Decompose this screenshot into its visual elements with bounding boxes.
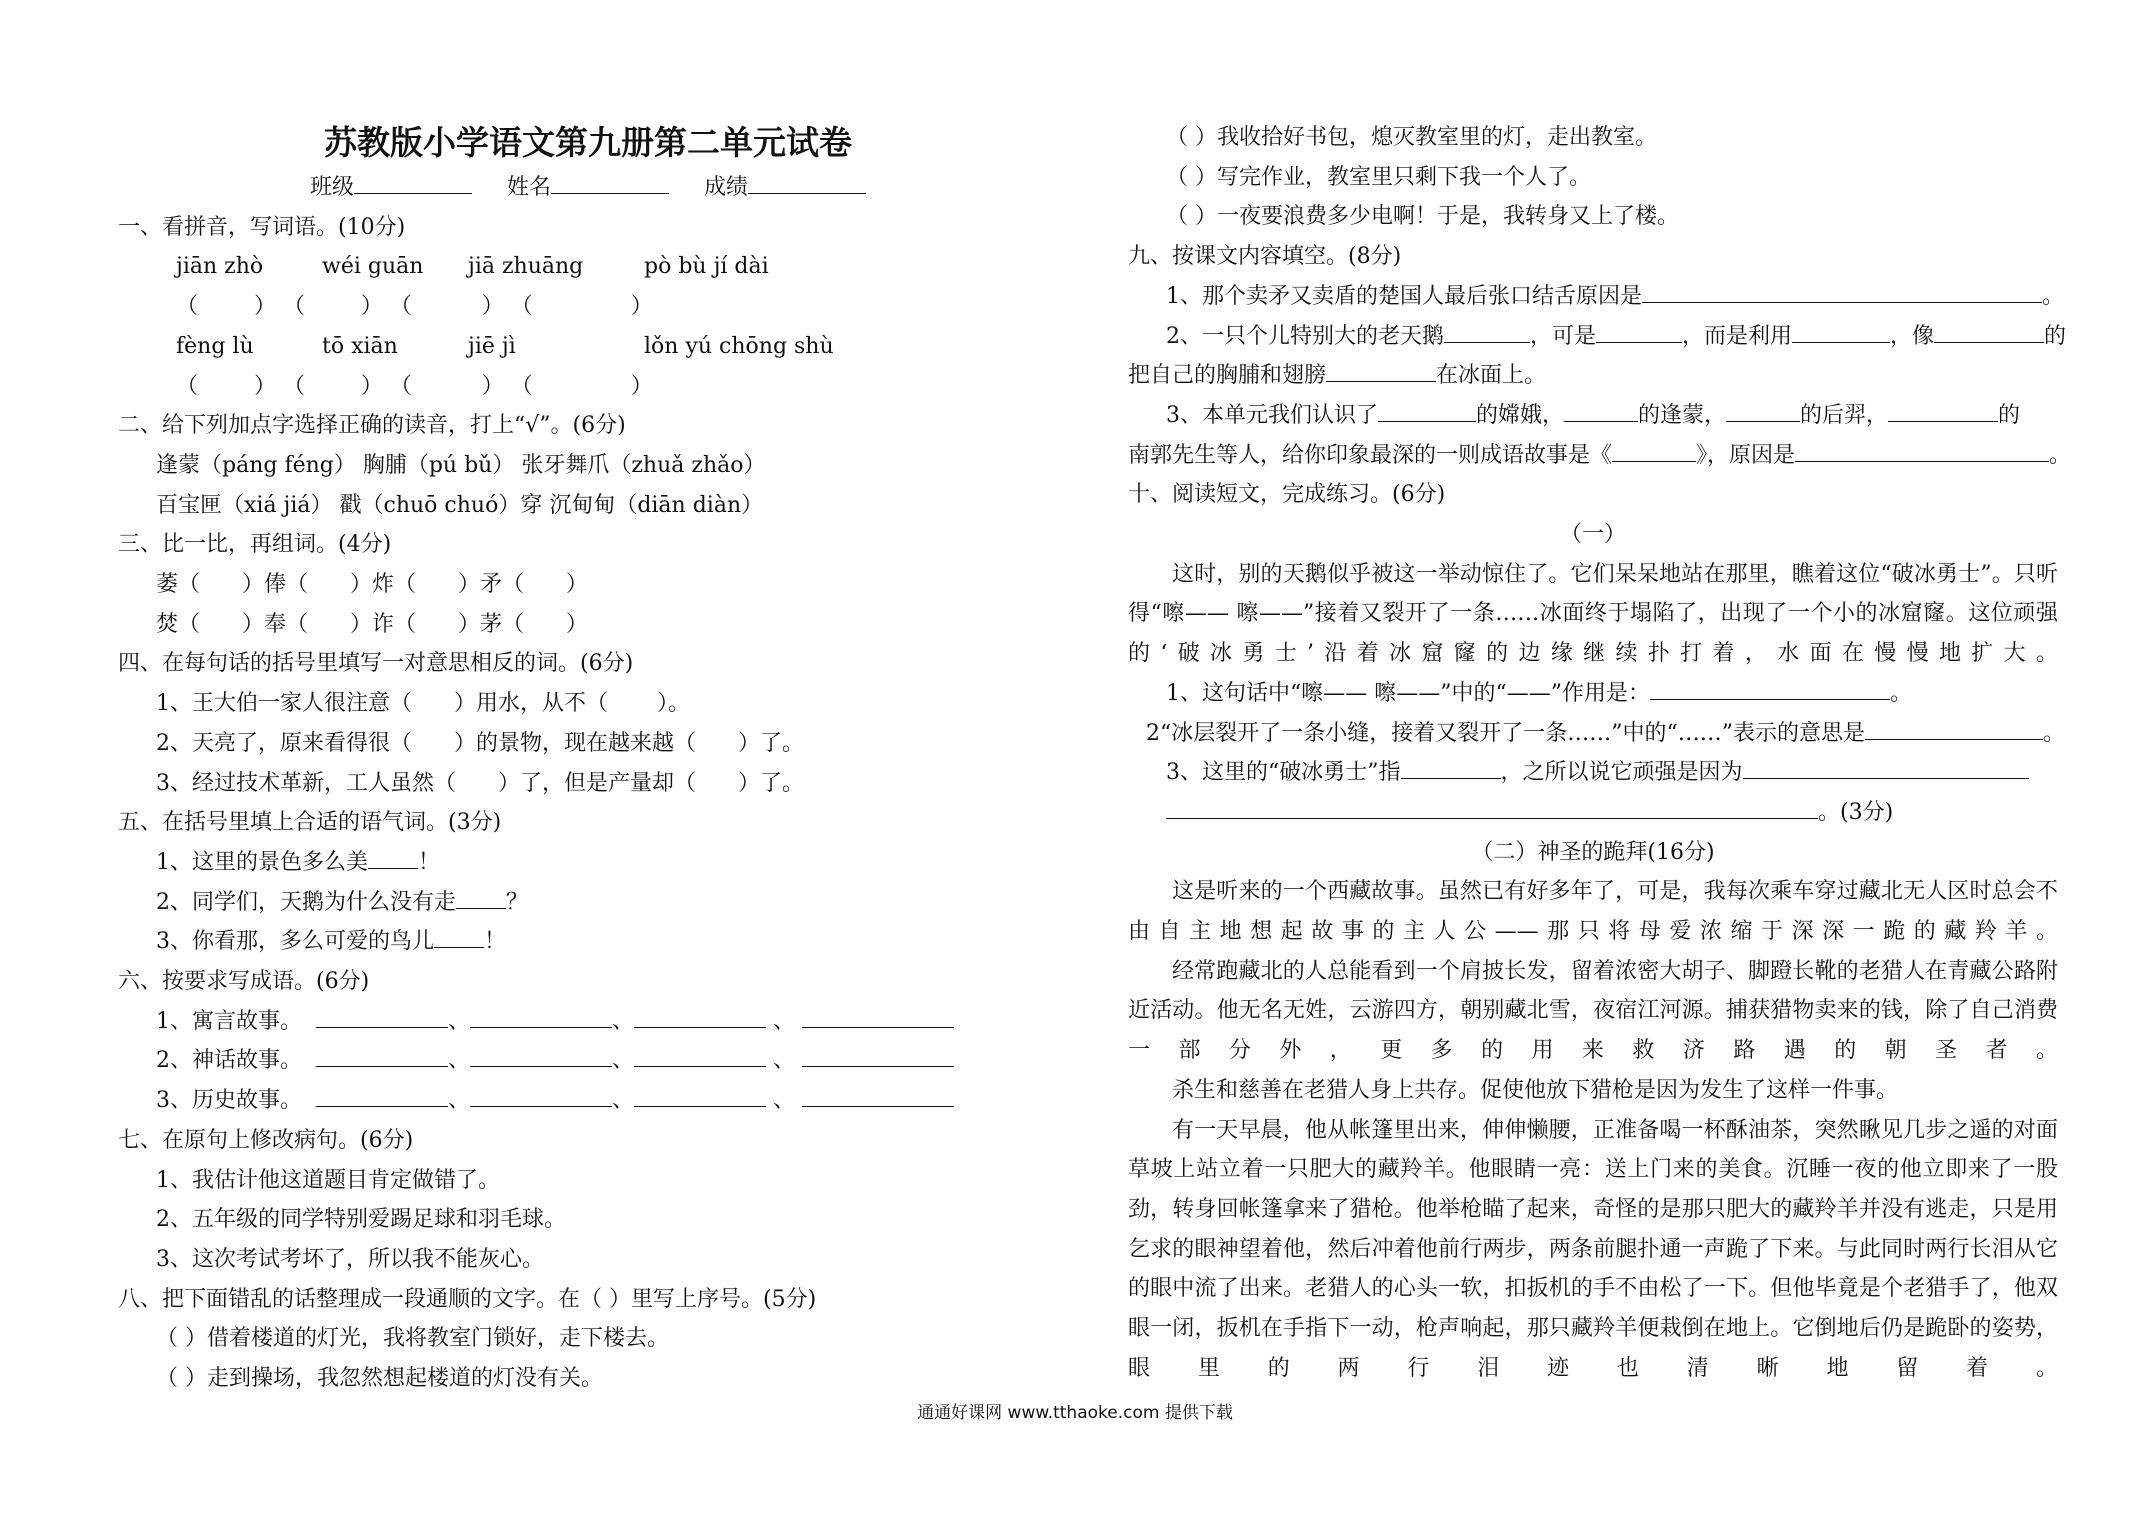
score-field[interactable] bbox=[748, 171, 866, 194]
fill-question-1[interactable]: 1、那个卖矛又卖盾的楚国人最后张口结舌原因是 。 bbox=[1128, 277, 2058, 317]
answer-brackets[interactable]: （ ） （ ） （ ） （ ） bbox=[176, 373, 653, 399]
footer-credit: 通通好课网 www.tthaoke.com 提供下载 bbox=[917, 1403, 1233, 1423]
passage-1-title: （一） bbox=[1559, 522, 1626, 548]
fill-question-3[interactable]: 3、本单元我们认识了 的嫦娥， 的逢蒙， 的后羿， 的 bbox=[1128, 396, 2058, 436]
word-compare-row[interactable]: 萎（ ）俸（ ）炸（ ）矛（ ） bbox=[156, 572, 588, 598]
passage-2-paragraph: 经常跑藏北的人总能看到一个肩披长发，留着浓密大胡子、脚蹬长靴的老猎人在青藏公路附近活动。他无名无姓，云游四方，朝别藏北雪，夜宿江河源。捕获猎物卖来的钱，除了自己消费一部分外，更多的用来救济路遇的朝圣者。 bbox=[1128, 958, 2058, 1064]
pinyin-row: jiān zhò wéi guān jiā zhuāng pò bù jí dài bbox=[176, 254, 769, 280]
antonym-question-1[interactable]: 1、王大伯一家人很注意（ ）用水，从不（ ）。 bbox=[156, 691, 690, 717]
order-item-1[interactable]: （ ）借着楼道的灯光，我将教室门锁好，走下楼去。 bbox=[156, 1326, 669, 1352]
section-1-heading: 一、看拼音，写词语。(10分) bbox=[118, 214, 406, 240]
section-4-heading: 四、在每句话的括号里填写一对意思相反的词。(6分) bbox=[118, 651, 634, 677]
order-item-2[interactable]: （ ）走到操场，我忽然想起楼道的灯没有关。 bbox=[156, 1366, 603, 1392]
reading-question-1[interactable]: 1、这句话中“嚓—— 嚓——”中的“——”作用是： 。 bbox=[1128, 674, 2058, 714]
fill-question-3-cont[interactable]: 南郭先生等人，给你印象最深的一则成语故事是《 》，原因是 。 bbox=[1128, 436, 2058, 476]
order-item-3[interactable]: （ ）我收拾好书包，熄灭教室里的灯，走出教室。 bbox=[1166, 125, 1657, 150]
right-column bbox=[1128, 118, 2072, 1389]
section-8-heading: 八、把下面错乱的话整理成一段通顺的文字。在（ ）里写上序号。(5分) bbox=[118, 1286, 817, 1312]
idiom-row-history[interactable]: 3、历史故事。 、 、 、 bbox=[118, 1081, 998, 1121]
header-fields: 班级 姓名 成绩 bbox=[118, 168, 998, 208]
reading-question-3[interactable]: 3、这里的“破冰勇士”指 ，之所以说它顽强是因为 bbox=[1128, 753, 2058, 793]
section-9-heading: 九、按课文内容填空。(8分) bbox=[1128, 244, 1402, 270]
antonym-question-2[interactable]: 2、天亮了，原来看得很（ ）的景物，现在越来越（ ）了。 bbox=[156, 730, 804, 756]
reading-question-2[interactable]: 2“冰层裂开了一条小缝，接着又裂开了一条……”中的“……”表示的意思是 。 bbox=[1128, 714, 2058, 754]
word-compare-row[interactable]: 焚（ ）奉（ ）诈（ ）茅（ ） bbox=[156, 611, 588, 637]
particle-question-2[interactable]: 2、同学们，天鹅为什么没有走 ？ bbox=[118, 883, 998, 923]
passage-2-paragraph: 杀生和慈善在老猎人身上共存。促使他放下猎枪是因为发生了这样一件事。 bbox=[1172, 1077, 1899, 1103]
reading-choice-row[interactable]: 百宝匣（xiá jiá） 戳（chuō chuó）穿 沉甸甸（diān diàn） bbox=[156, 492, 764, 518]
name-field[interactable] bbox=[551, 171, 669, 194]
order-item-4[interactable]: （ ）写完作业，教室里只剩下我一个人了。 bbox=[1166, 164, 1591, 190]
answer-brackets[interactable]: （ ） （ ） （ ） （ ） bbox=[176, 294, 653, 320]
fill-question-2[interactable]: 2、一只个儿特别大的老天鹅 ，可是 ，而是利用 ，像 的 bbox=[1128, 317, 2058, 357]
fill-question-2-cont[interactable]: 把自己的胸脯和翅膀 在冰面上。 bbox=[1128, 356, 2058, 396]
antonym-question-3[interactable]: 3、经过技术革新，工人虽然（ ）了，但是产量却（ ）了。 bbox=[156, 770, 804, 796]
pinyin-row: fèng lù tō xiān jiē jì lǒn yú chōng shù bbox=[176, 333, 834, 359]
section-5-heading: 五、在括号里填上合适的语气词。(3分) bbox=[118, 810, 502, 836]
section-7-heading: 七、在原句上修改病句。(6分) bbox=[118, 1127, 414, 1153]
sentence-fix-3[interactable]: 3、这次考试考坏了，所以我不能灰心。 bbox=[156, 1246, 544, 1272]
sentence-fix-1[interactable]: 1、我估计他这道题目肯定做错了。 bbox=[156, 1167, 500, 1193]
section-2-heading: 二、给下列加点字选择正确的读音，打上“√”。(6分) bbox=[118, 413, 626, 439]
section-10-heading: 十、阅读短文，完成练习。(6分) bbox=[1128, 482, 1446, 508]
passage-2-paragraph: 这是听来的一个西藏故事。虽然已有好多年了，可是，我每次乘车穿过藏北无人区时总会不由自主地想起故事的主人公——那只将母爱浓缩于深深一跪的藏羚羊。 bbox=[1128, 879, 2058, 945]
order-item-5[interactable]: （ ）一夜要浪费多少电啊！于是，我转身又上了楼。 bbox=[1166, 204, 1679, 230]
sentence-fix-2[interactable]: 2、五年级的同学特别爱踢足球和羽毛球。 bbox=[156, 1207, 566, 1233]
particle-question-1[interactable]: 1、这里的景色多么美 ！ bbox=[118, 843, 998, 883]
section-3-heading: 三、比一比，再组词。(4分) bbox=[118, 532, 392, 558]
passage-2-paragraph: 有一天早晨，他从帐篷里出来，伸伸懒腰，正准备喝一杯酥油茶，突然瞅见几步之遥的对面草坡上站立着一只肥大的藏羚羊。他眼睛一亮：送上门来的美食。沉睡一夜的他立即来了一股劲，转身回帐篷拿来了猎枪。他举枪瞄了起来，奇怪的是那只肥大的藏羚羊并没有逃走，只是用乞求的眼神望着他，然后冲着他前行两步，两条前腿扑通一声跪了下来。与此同时两行长泪从它的眼中流了出来。老猎人的心头一软，扣扳机的手不由松了一下。但他毕竟是个老猎手了，他双眼一闭，扳机在手指下一动，枪声响起，那只藏羚羊便栽倒在地上。它倒地后仍是跪卧的姿势，眼里的两行泪迹也清晰地留着。 bbox=[1128, 1117, 2058, 1381]
passage-1-text: 这时，别的天鹅似乎被这一举动惊住了。它们呆呆地站在那里，瞧着这位“破冰勇士”。只听得“嚓—— 嚓——”接着又裂开了一条……冰面终于塌陷了，出现了一个小的冰窟窿。这位顽强的‘破冰勇士’沿着冰窟窿的边缘继续扑打着，水面在慢慢地扩大。 bbox=[1128, 561, 2058, 667]
idiom-row-myth[interactable]: 2、神话故事。 、 、 、 bbox=[118, 1041, 998, 1081]
left-column bbox=[118, 118, 998, 1399]
passage-2-title: （二）神圣的跪拜(16分) bbox=[1471, 839, 1715, 865]
idiom-row-fable[interactable]: 1、寓言故事。 、 、 、 bbox=[118, 1002, 998, 1042]
page-title: 苏教版小学语文第九册第二单元试卷 bbox=[324, 123, 852, 162]
reading-choice-row[interactable]: 逢蒙（páng féng） 胸脯（pú bǔ） 张牙舞爪（zhuǎ zhǎo） bbox=[156, 452, 766, 478]
reading-question-3-cont[interactable]: 。(3分) bbox=[1128, 793, 2058, 833]
class-field[interactable] bbox=[354, 171, 472, 194]
particle-question-3[interactable]: 3、你看那，多么可爱的鸟儿 ！ bbox=[118, 922, 998, 962]
section-6-heading: 六、按要求写成语。(6分) bbox=[118, 969, 370, 995]
